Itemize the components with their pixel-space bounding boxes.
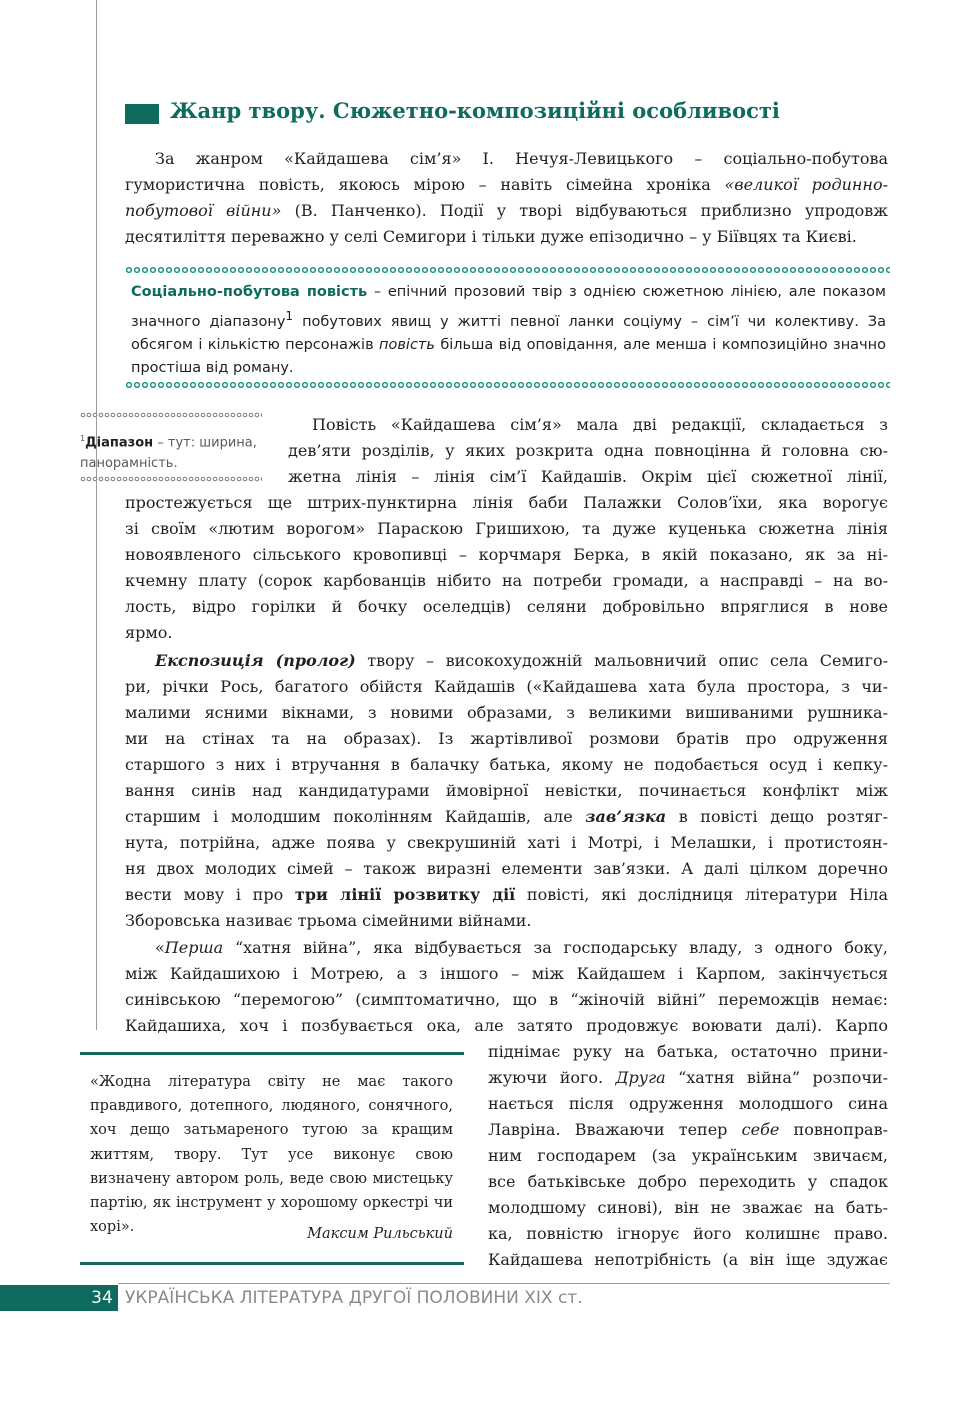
paragraph-genre [125,146,888,250]
text-line [488,1065,888,1091]
text-line: старшого з них і втручання в балачку батька, якому не подобається осуд і кепку- [125,755,888,774]
text-fragment: в повісті дещо розтяг- [666,807,888,826]
text-fragment: “хатня війна” розпочи- [665,1068,888,1087]
text-line [125,804,888,830]
definition-text: – епічний прозовий твір з однією сюжетною лінією, але показом значного діапазону [131,284,886,330]
emphasis-self: себе [741,1120,780,1139]
text-line: ка, повністю ігнорує його колишнє право. [488,1224,888,1243]
paragraph-text: (В. Панченко). Події у творі відбуваються приблизно упродовж десятиліття переважно у селі Семигори і тільки дуже епізодично – у Біївцях та Києві. [125,201,889,246]
text-line: дев’яти розділів, у яких розкрита одна повноцінна й головна сю- [288,441,888,460]
text-fragment: Лавріна. Вважаючи тепер [488,1120,742,1139]
text-line: Повість «Кайдашева сім’я» мала дві редакції, складається з [312,415,888,434]
text-line: нута, потрійна, адже поява у свекрушиній хаті і Мотрі, і Мелашки, і протистоян- [125,833,888,852]
text-line: Кайдашева непотрібність (а він іще здужає [488,1250,888,1269]
definition-box [131,281,886,381]
footnote-ornament-top [80,412,262,418]
text-line: простежується ще штрих-пунктирна лінія баби Палажки Солов’їхи, яка ворогує [125,493,888,512]
ornament-divider-bottom [125,381,890,389]
text-line: ри, річки Рось, багатого обійстя Кайдашів («Кайдашева хата була простора, з чи- [125,677,888,696]
text-fragment: « [155,938,165,957]
text-line: все батьківське добро переходить у спадок [488,1172,888,1191]
text-fragment: вести мову і про [125,885,295,904]
definition-text: побутових явищ у житті певної ланки соціуму – сім’ї чи колективу. За обсягом і кількістю персонажів [131,313,886,353]
text-line: малими ясними вікнами, з новими образами, з великими вишиваними рушника- [125,703,888,722]
definition-term: Соціально-побутова повість [131,284,368,300]
text-line: піднімає руку на батька, остаточно прини- [488,1042,888,1061]
text-line: зі своїм «лютим ворогом» Параскою Гришихою, та дуже куценька сюжетна лінія [125,519,888,538]
quote-author: Максим Рильський [307,1226,453,1242]
text-line: новоявленого сільського кровопивці – корчмаря Берка, в якій показано, як за ні- [125,545,888,564]
term-exposition: Експозиція (пролог) [155,651,356,670]
text-line [125,882,888,908]
paragraph-text: За жанром «Кайдашева сім’я» І. Нечуя-Левицького – соціально-побутова гумористична повість, якоюсь мірою – навіть сімейна хроніка [125,149,888,194]
footnote [80,428,264,474]
quote-inline: «великої родинно-побутової війни» [125,175,889,220]
text-line [155,648,888,674]
definition-emphasis: повість [379,336,435,353]
text-fragment: старшим і молодшим поколінням Кайдашів, але [125,807,586,826]
text-line: ня двох молодих сімей – також виразні елементи зав’язки. А далі цілком доречно [125,859,888,878]
text-line: жетна лінія – лінія сім’ї Кайдашів. Окрім цієї сюжетної лінії, [288,467,888,486]
running-title: УКРАЇНСЬКА ЛІТЕРАТУРА ДРУГОЇ ПОЛОВИНИ XIX ст. [125,1288,583,1308]
footer-rule [118,1283,890,1284]
text-line: лость, відро горілки й бочку оселедців) селяни добровільно впряглися в нове [125,597,888,616]
text-line: Зборовська називає трьома сімейними війнами. [125,911,532,930]
text-line: Кайдашиха, хоч і позбувається ока, але затято продовжує воювати далі). Карпо [125,1016,888,1035]
definition-text: більша від оповідання, але менша і композиційно значно простіша від роману. [131,336,886,377]
text-line: синівською “перемогою” (симптоматично, що в “жіночій війні” переможців немає: [125,990,888,1009]
footnote-text: – тут: ширина, панорамність. [80,435,257,472]
footnote-term: Діапазон [85,435,154,451]
text-fragment: повноправ- [779,1120,889,1139]
heading-marker [125,104,159,124]
text-line: ним господарем (за українським звичаєм, [488,1146,888,1165]
term-three-lines: три лінії розвитку дії [294,885,516,904]
epigraph-quote: «Жодна література світу не має такого правдивого, дотепного, людяного, сонячного, хоч дещо затьмареного тугою за кращим життям, твору. Тут усе виконує свою визначену автором роль, веде свою мистецьку партію, як інструмент у хорошому оркестрі чи хорі». [90,1074,453,1236]
section-heading: Жанр твору. Сюжетно-композиційні особливості [170,98,780,123]
footnote-number: 1 [80,434,86,443]
margin-rule [96,0,97,1030]
quote-rule-bottom [80,1262,464,1265]
text-fragment: повісті, які дослідниця літератури Ніла [515,885,888,904]
ornament-divider-top [125,266,890,274]
text-fragment: жуючи його. [488,1068,616,1087]
text-line: молодшому синові), він не зважає на бать- [488,1198,888,1217]
text-fragment: “хатня війна”, яка відбувається за господарську владу, з одного боку, [223,938,888,957]
text-line: між Кайдашихою і Мотрею, а з іншого – між Кайдашем і Карпом, закінчується [125,964,888,983]
text-line [155,935,888,961]
page-number: 34 [91,1288,113,1308]
text-line: нається після одруження молодшого сина [488,1094,888,1113]
text-line: ярмо. [125,623,173,642]
text-line: ми на стінах та на образах). Із жартівливої розмови братів про одруження [125,729,888,748]
text-fragment: твору – високохудожній мальовничий опис села Семиго- [355,651,888,670]
text-line: кчемну плату (сорок карбованців нібито на потреби громади, а насправді – на во- [125,571,888,590]
footnote-ornament-bottom [80,476,262,482]
emphasis-first: Перша [164,938,224,957]
footnote-ref: 1 [285,308,294,323]
quote-rule-top [80,1052,464,1055]
term-zavyazka: зав’язка [585,807,667,826]
text-line [488,1117,888,1143]
text-line: вання синів над кандидатурами ймовірної невістки, починається конфлікт між [125,781,888,800]
emphasis-second: Друга [615,1068,666,1087]
